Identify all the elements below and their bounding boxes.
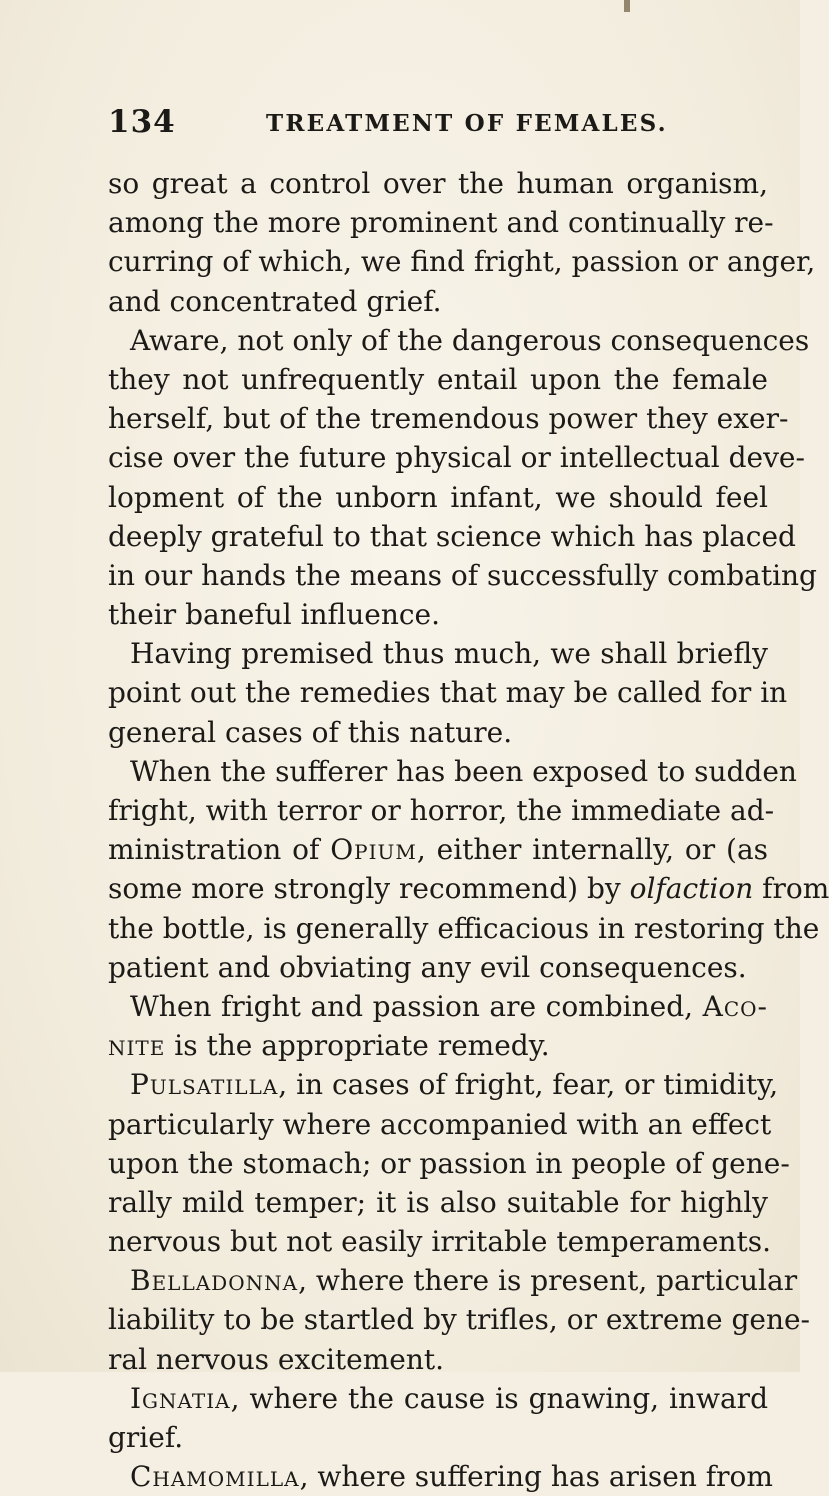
running-head: TREATMENT OF FEMALES. — [266, 110, 668, 137]
text-segment: , in cases of fright, fear, or timidity, — [278, 1068, 779, 1102]
remedy-name: nite — [108, 1029, 166, 1063]
text-line: cise over the future physical or intellectual deve- — [108, 441, 805, 475]
remedy-name: Opium — [330, 833, 417, 867]
text-line: fright, with terror or horror, the immediate ad- — [108, 794, 775, 827]
text-line: they not unfrequently entail upon the female — [108, 362, 768, 396]
remedy-name: Aco- — [702, 989, 768, 1023]
text-line: and concentrated grief. — [108, 284, 442, 318]
page-edge-mark — [624, 0, 630, 12]
text-line: their baneful influence. — [108, 598, 441, 632]
text-line — [108, 1026, 768, 1065]
text-line: grief. — [108, 1421, 184, 1454]
text-line: nervous but not easily irritable temperaments. — [108, 1225, 771, 1259]
remedy-name: Pulsatilla — [130, 1068, 279, 1102]
text-line: particularly where accompanied with an effect — [108, 1107, 772, 1141]
text-line: rally mild temper; it is also suitable for highly — [108, 1185, 768, 1219]
text-line: in our hands the means of successfully combating — [108, 558, 817, 592]
text-line — [108, 1261, 798, 1300]
text-line: patient and obviating any evil consequences. — [108, 950, 747, 984]
text-line: point out the remedies that may be called for in — [108, 676, 788, 710]
text-line: deeply grateful to that science which has placed — [108, 519, 796, 553]
page-header — [108, 104, 768, 148]
text-line: upon the stomach; or passion in people of gene- — [108, 1146, 790, 1180]
text-line: When the sufferer has been exposed to sudden — [130, 754, 797, 788]
italic-term: olfaction — [629, 872, 754, 906]
text-line: liability to be startled by trifles, or extreme gene- — [108, 1303, 811, 1337]
text-segment: , where the cause is gnawing, inward — [230, 1381, 768, 1415]
text-line — [108, 987, 768, 1026]
remedy-name: Belladonna — [130, 1264, 299, 1298]
text-line — [108, 869, 829, 908]
text-segment: ministration of — [108, 833, 331, 867]
text-segment: from — [753, 872, 829, 906]
text-line: herself, but of the tremendous power they exer- — [108, 402, 789, 436]
text-line: among the more prominent and continually re- — [108, 206, 774, 240]
text-line: curring of which, we find fright, passion or anger, — [108, 245, 816, 279]
text-segment: , either internally, or (as — [416, 833, 769, 867]
text-line: general cases of this nature. — [108, 715, 513, 749]
text-line: lopment of the unborn infant, we should feel — [108, 480, 768, 514]
body-text — [108, 164, 829, 1496]
text-segment: is the appropriate remedy. — [165, 1029, 550, 1063]
text-line — [108, 1457, 773, 1496]
text-segment: some more strongly recommend) by — [108, 872, 630, 906]
text-segment: , where suffering has arisen from — [299, 1460, 773, 1494]
text-line — [108, 830, 768, 869]
text-segment: , where there is present, particular — [298, 1264, 798, 1298]
text-line: so great a control over the human organism, — [108, 167, 768, 200]
text-line: Having premised thus much, we shall briefly — [130, 637, 768, 671]
text-segment: When fright and passion are combined, — [130, 989, 703, 1023]
text-line: the bottle, is generally efficacious in restoring the — [108, 911, 820, 945]
text-line: ral nervous excitement. — [108, 1342, 445, 1376]
page-number: 134 — [108, 104, 176, 140]
text-line: Aware, not only of the dangerous consequences — [130, 323, 810, 357]
text-line — [108, 1065, 779, 1104]
remedy-name: Chamomilla — [130, 1460, 300, 1494]
text-line — [108, 1379, 768, 1418]
remedy-name: Ignatia — [130, 1381, 231, 1415]
